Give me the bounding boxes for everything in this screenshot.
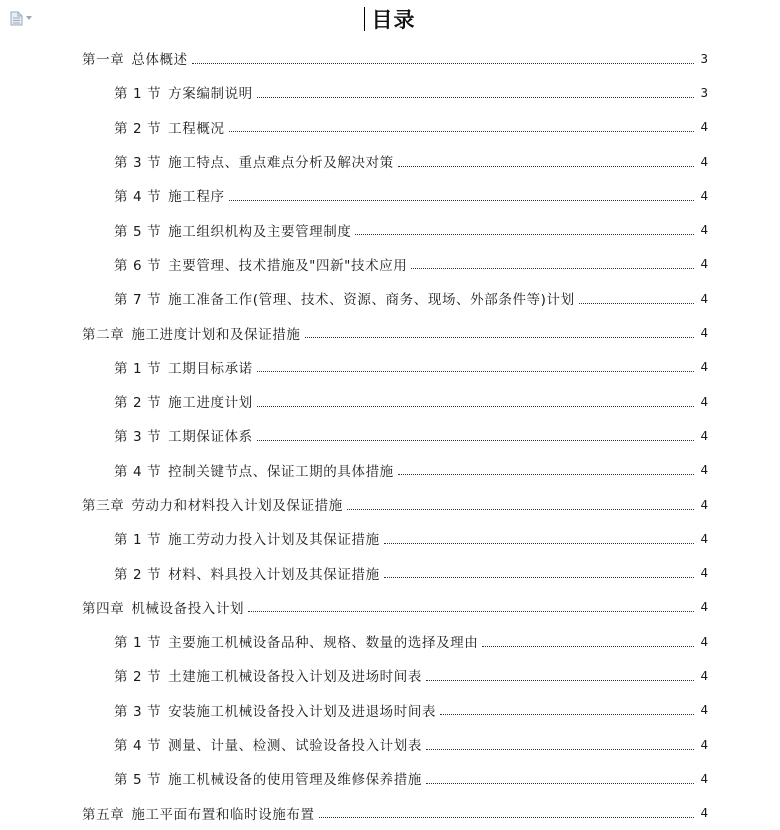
- toc-entry-label: [114, 288, 575, 308]
- toc-entry-label: [82, 48, 188, 68]
- toc-entry-title: 施工组织机构及主要管理制度: [168, 223, 352, 240]
- toc-section-entry[interactable]: [0, 144, 780, 178]
- toc-dot-leader: [248, 611, 694, 612]
- toc-entry-number: 第一章: [82, 52, 125, 69]
- toc-entry-title: 主要管理、技术措施及"四新"技术应用: [168, 257, 408, 274]
- toc-entry-title: 施工机械设备的使用管理及维修保养措施: [168, 772, 422, 789]
- title-area: [0, 4, 780, 34]
- toc-entry-title: 施工进度计划: [168, 395, 253, 412]
- toc-section-entry[interactable]: [0, 658, 780, 692]
- toc-page-number: 4: [700, 359, 708, 375]
- toc-entry-label: [114, 82, 253, 102]
- toc-entry-number: 第 1 节: [114, 635, 162, 652]
- toc-dot-leader: [229, 200, 694, 201]
- toc-dot-leader: [411, 268, 694, 269]
- toc-entry-number: 第 3 节: [114, 429, 162, 446]
- toc-entry-number: 第 3 节: [114, 703, 162, 720]
- toc-page-number: 4: [700, 633, 708, 649]
- toc-page-number: 4: [700, 530, 708, 546]
- toc-chapter-entry[interactable]: [0, 590, 780, 624]
- toc-entry-title: 施工特点、重点难点分析及解决对策: [168, 155, 394, 172]
- toc-entry-number: 第 2 节: [114, 566, 162, 583]
- toc-section-entry[interactable]: [0, 350, 780, 384]
- toc-page-number: 4: [700, 222, 708, 238]
- toc-entry-title: 施工准备工作(管理、技术、资源、商务、现场、外部条件等)计划: [168, 292, 575, 309]
- toc-page-number: 4: [700, 119, 708, 135]
- toc-entry-label: [82, 494, 343, 514]
- toc-entry-label: [82, 597, 244, 617]
- toc-section-entry[interactable]: [0, 761, 780, 795]
- toc-entry-label: [114, 460, 394, 480]
- toc-entry-label: [114, 563, 380, 583]
- toc-entry-title: 工期目标承诺: [168, 360, 253, 377]
- toc-section-entry[interactable]: [0, 727, 780, 761]
- toc-entry-title: 劳动力和材料投入计划及保证措施: [131, 498, 343, 514]
- toc-entry-label: [114, 734, 422, 754]
- toc-dot-leader: [398, 474, 694, 475]
- toc-dot-leader: [229, 131, 694, 132]
- toc-entry-label: [114, 151, 394, 171]
- toc-section-entry[interactable]: [0, 110, 780, 144]
- toc-entry-number: 第 2 节: [114, 120, 162, 137]
- toc-entry-label: [114, 220, 351, 240]
- toc-page-number: 4: [700, 256, 708, 272]
- toc-entry-title: 方案编制说明: [168, 86, 253, 103]
- toc-dot-leader: [347, 509, 694, 510]
- toc-entry-number: 第 7 节: [114, 292, 162, 309]
- toc-entry-title: 工期保证体系: [168, 429, 253, 446]
- toc-section-entry[interactable]: [0, 555, 780, 589]
- toc-chapter-entry[interactable]: [0, 487, 780, 521]
- toc-section-entry[interactable]: [0, 521, 780, 555]
- toc-section-entry[interactable]: [0, 281, 780, 315]
- toc-dot-leader: [257, 406, 694, 407]
- toc-entry-label: [114, 185, 225, 205]
- toc-entry-title: 施工进度计划和及保证措施: [131, 326, 301, 343]
- toc-entry-number: 第三章: [82, 498, 125, 514]
- toc-dot-leader: [257, 97, 694, 98]
- toc-entry-title: 材料、料具投入计划及其保证措施: [168, 566, 380, 583]
- toc-entry-number: 第 2 节: [114, 395, 162, 412]
- toc-page-number: 4: [700, 702, 708, 718]
- toc-entry-label: [114, 631, 478, 651]
- toc-page-number: 4: [700, 805, 708, 821]
- toc-page-number: 4: [700, 427, 708, 443]
- toc-entry-title: 主要施工机械设备品种、规格、数量的选择及理由: [168, 635, 479, 652]
- toc-page-number: 4: [700, 290, 708, 306]
- toc-dot-leader: [398, 166, 694, 167]
- toc-page-number: 4: [700, 325, 708, 341]
- toc-page-number: 4: [700, 496, 708, 512]
- toc-dot-leader: [257, 371, 694, 372]
- toc-page-number: 3: [700, 84, 708, 100]
- table-of-contents: [0, 41, 780, 830]
- toc-entry-number: 第 2 节: [114, 669, 162, 686]
- toc-section-entry[interactable]: [0, 418, 780, 452]
- toc-entry-title: 测量、计量、检测、试验设备投入计划表: [168, 738, 422, 755]
- toc-entry-number: 第 4 节: [114, 463, 162, 480]
- toc-entry-number: 第 5 节: [114, 772, 162, 789]
- toc-entry-number: 第二章: [82, 326, 125, 343]
- toc-page-number: 4: [700, 462, 708, 478]
- toc-entry-title: 施工劳动力投入计划及其保证措施: [168, 532, 380, 549]
- toc-chapter-entry[interactable]: [0, 796, 780, 830]
- toc-section-entry[interactable]: [0, 247, 780, 281]
- toc-entry-label: [114, 357, 253, 377]
- toc-section-entry[interactable]: [0, 384, 780, 418]
- toc-entry-label: [114, 425, 253, 445]
- toc-entry-number: 第 1 节: [114, 86, 162, 103]
- toc-page-number: 4: [700, 736, 708, 752]
- toc-page-number: 3: [700, 50, 708, 66]
- toc-page-number: 4: [700, 770, 708, 786]
- toc-entry-label: [114, 768, 422, 788]
- toc-page-number: 4: [700, 393, 708, 409]
- toc-entry-title: 施工平面布置和临时设施布置: [131, 806, 315, 823]
- toc-page-number: 4: [700, 599, 708, 615]
- toc-entry-label: [114, 700, 436, 720]
- toc-page-number: 4: [700, 187, 708, 203]
- toc-page-number: 4: [700, 153, 708, 169]
- page-title: 目录: [371, 7, 416, 32]
- toc-entry-label: [114, 528, 380, 548]
- toc-dot-leader: [426, 783, 694, 784]
- toc-dot-leader: [482, 646, 694, 647]
- toc-page-number: 4: [700, 667, 708, 683]
- toc-section-entry[interactable]: [0, 178, 780, 212]
- toc-entry-number: 第四章: [82, 600, 125, 617]
- toc-entry-number: 第 6 节: [114, 257, 162, 274]
- toc-entry-number: 第 1 节: [114, 532, 162, 549]
- toc-dot-leader: [257, 440, 694, 441]
- toc-entry-label: [114, 254, 407, 274]
- toc-chapter-entry[interactable]: [0, 41, 780, 75]
- toc-entry-label: [114, 391, 253, 411]
- toc-entry-label: [82, 323, 301, 343]
- toc-entry-label: [82, 803, 315, 823]
- toc-entry-title: 安装施工机械设备投入计划及进退场时间表: [168, 703, 437, 720]
- toc-dot-leader: [384, 577, 694, 578]
- toc-chapter-entry[interactable]: [0, 315, 780, 349]
- toc-section-entry[interactable]: [0, 75, 780, 109]
- toc-entry-title: 总体概述: [131, 52, 188, 69]
- toc-entry-label: [114, 117, 225, 137]
- text-cursor: [364, 7, 365, 31]
- toc-dot-leader: [384, 543, 694, 544]
- toc-entry-number: 第 3 节: [114, 155, 162, 172]
- toc-dot-leader: [319, 817, 694, 818]
- toc-dot-leader: [355, 234, 694, 235]
- toc-entry-title: 土建施工机械设备投入计划及进场时间表: [168, 669, 422, 686]
- toc-dot-leader: [579, 303, 694, 304]
- toc-section-entry[interactable]: [0, 212, 780, 246]
- toc-section-entry[interactable]: [0, 624, 780, 658]
- toc-entry-title: 控制关键节点、保证工期的具体措施: [168, 463, 394, 480]
- toc-entry-number: 第 5 节: [114, 223, 162, 240]
- toc-entry-label: [114, 665, 422, 685]
- toc-dot-leader: [192, 63, 694, 64]
- toc-entry-title: 机械设备投入计划: [131, 600, 245, 617]
- toc-section-entry[interactable]: [0, 453, 780, 487]
- toc-section-entry[interactable]: [0, 693, 780, 727]
- toc-dot-leader: [426, 680, 694, 681]
- toc-entry-title: 工程概况: [168, 120, 225, 137]
- toc-dot-leader: [426, 749, 694, 750]
- toc-dot-leader: [305, 337, 694, 338]
- toc-dot-leader: [440, 714, 694, 715]
- toc-entry-number: 第 4 节: [114, 738, 162, 755]
- toc-page-number: 4: [700, 565, 708, 581]
- toc-entry-number: 第 4 节: [114, 189, 162, 206]
- toc-entry-number: 第五章: [82, 806, 125, 823]
- toc-entry-number: 第 1 节: [114, 360, 162, 377]
- toc-entry-title: 施工程序: [168, 189, 225, 206]
